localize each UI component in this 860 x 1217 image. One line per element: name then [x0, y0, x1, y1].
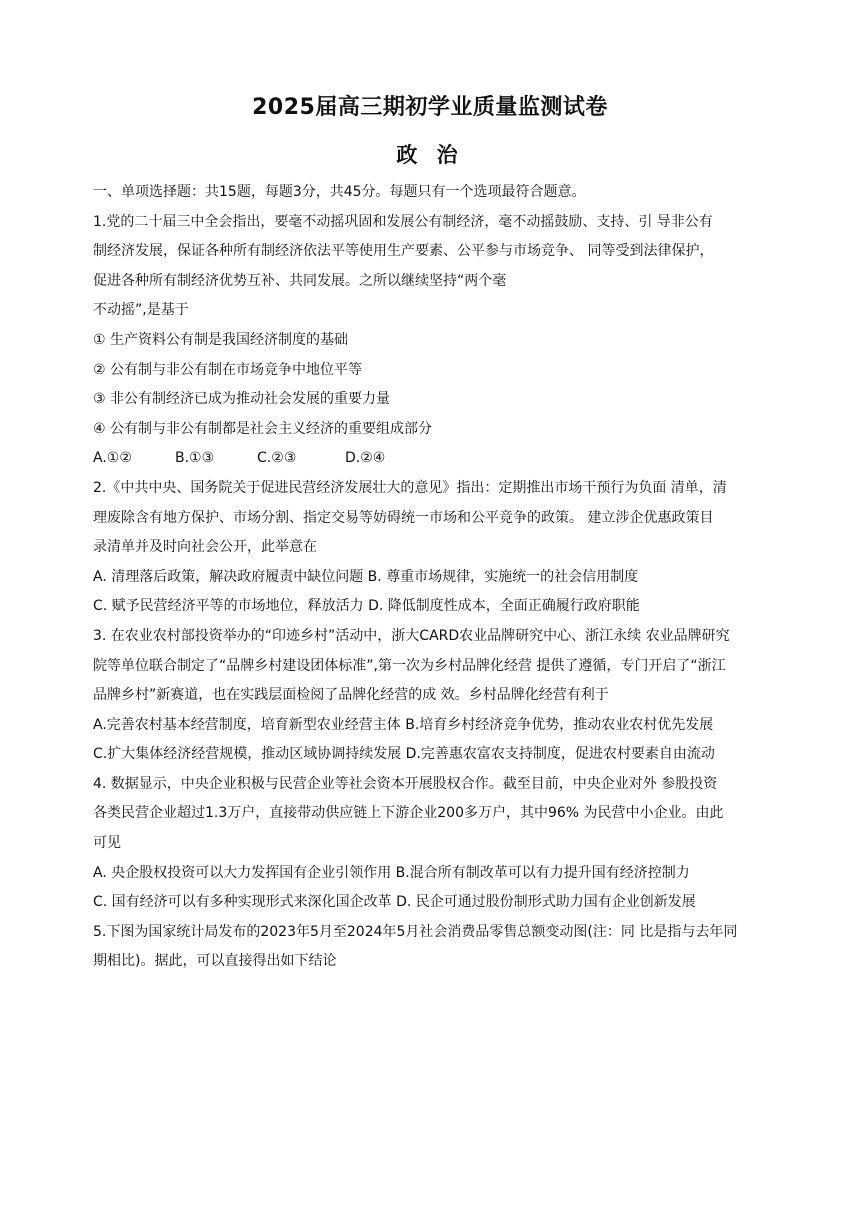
- question-2-options-ab: A. 清理落后政策，解决政府履责中缺位问题 B. 尊重市场规律，实施统一的社会信用制度: [93, 568, 639, 585]
- exam-content: [93, 178, 783, 977]
- section-instruction: 一、单项选择题：共15题，每题3分，共45分。每题只有一个选项最符合题意。: [93, 184, 586, 200]
- question-1-statement-2: ② 公有制与非公有制在市场竞争中地位平等: [93, 361, 362, 378]
- question-4-stem-line-2: 各类民营企业超过1.3万户，直接带动供应链上下游企业200多万户，其中96% 为民营中小企业。由此: [93, 805, 724, 822]
- question-2: [93, 474, 783, 622]
- question-1-stem-line-1: 1.党的二十届三中全会指出，要毫不动摇巩固和发展公有制经济，毫不动摇鼓励、支持、引 导非公有: [93, 213, 713, 230]
- question-3-stem-line-1: 3. 在农业农村部投资举办的“印迹乡村”活动中，浙大CARD农业品牌研究中心、浙江永续 农业品牌研究: [93, 627, 730, 644]
- question-1-option-d: D.②④: [345, 450, 386, 467]
- question-1-statement-3: ③ 非公有制经济已成为推动社会发展的重要力量: [93, 391, 390, 408]
- question-1-stem-line-2: 制经济发展，保证各种所有制经济依法平等使用生产要素、公平参与市场竞争、 同等受到法律保护，: [93, 243, 714, 260]
- question-1-option-c: C.②③: [257, 450, 297, 467]
- question-1: [93, 208, 783, 474]
- question-4-options-ab: A. 央企股权投资可以大力发挥国有企业引领作用 B.混合所有制改革可以有力提升国有经济控制力: [93, 864, 690, 881]
- question-2-options-cd: C. 赋予民营经济平等的市场地位，释放活力 D. 降低制度性成本，全面正确履行政府职能: [93, 598, 640, 615]
- question-3-stem-line-3: 品牌乡村”新赛道，也在实践层面检阅了品牌化经营的成 效。乡村品牌化经营有利于: [93, 687, 609, 704]
- question-1-options: [93, 444, 783, 474]
- question-3-options-ab: A.完善农村基本经营制度，培育新型农业经营主体 B.培育乡村经济竞争优势，推动农业农村优先发展: [93, 716, 714, 733]
- exam-title: 2025届高三期初学业质量监测试卷: [252, 95, 608, 120]
- question-1-stem-line-3: 促进各种所有制经济优势互补、共同发展。之所以继续坚持“两个毫: [93, 272, 507, 289]
- question-1-stem-line-4: 不动摇”,是基于: [93, 302, 189, 319]
- question-2-stem-line-1: 2.《中共中央、国务院关于促进民营经济发展壮大的意见》指出：定期推出市场干预行为负面 清单，清: [93, 479, 727, 496]
- question-1-option-a: A.①②: [93, 450, 132, 467]
- question-4-stem-line-1: 4. 数据显示，中央企业积极与民营企业等社会资本开展股权合作。截至目前，中央企业对外 参股投资: [93, 775, 718, 792]
- question-2-stem-line-2: 理废除含有地方保护、市场分割、指定交易等妨碍统一市场和公平竞争的政策。 建立涉企优惠政策目: [93, 509, 714, 526]
- question-1-statement-4: ④ 公有制与非公有制都是社会主义经济的重要组成部分: [93, 420, 432, 437]
- question-5-stem-line-2: 期相比)。据此，可以直接得出如下结论: [93, 953, 337, 970]
- question-4-stem-line-3: 可见: [93, 835, 121, 852]
- question-2-stem-line-3: 录清单并及时向社会公开，此举意在: [93, 539, 317, 556]
- question-1-option-b: B.①③: [175, 450, 215, 467]
- question-5: [93, 918, 783, 977]
- question-1-statement-1: ① 生产资料公有制是我国经济制度的基础: [93, 331, 348, 348]
- question-3: [93, 622, 783, 770]
- question-3-options-cd: C.扩大集体经济经营规模，推动区域协调持续发展 D.完善惠农富农支持制度，促进农村要素自由流动: [93, 746, 715, 763]
- question-5-stem-line-1: 5.下图为国家统计局发布的2023年5月至2024年5月社会消费品零售总额变动图(注：同 比是指与去年同: [93, 923, 738, 940]
- question-4-options-cd: C. 国有经济可以有多种实现形式来深化国企改革 D. 民企可通过股份制形式助力国有企业创新发展: [93, 894, 696, 911]
- question-4: [93, 770, 783, 918]
- question-3-stem-line-2: 院等单位联合制定了“品牌乡村建设团体标准”,第一次为乡村品牌化经营 提供了遵循，专门开启了“浙江: [93, 657, 726, 674]
- subject-title: 政 治: [396, 143, 464, 167]
